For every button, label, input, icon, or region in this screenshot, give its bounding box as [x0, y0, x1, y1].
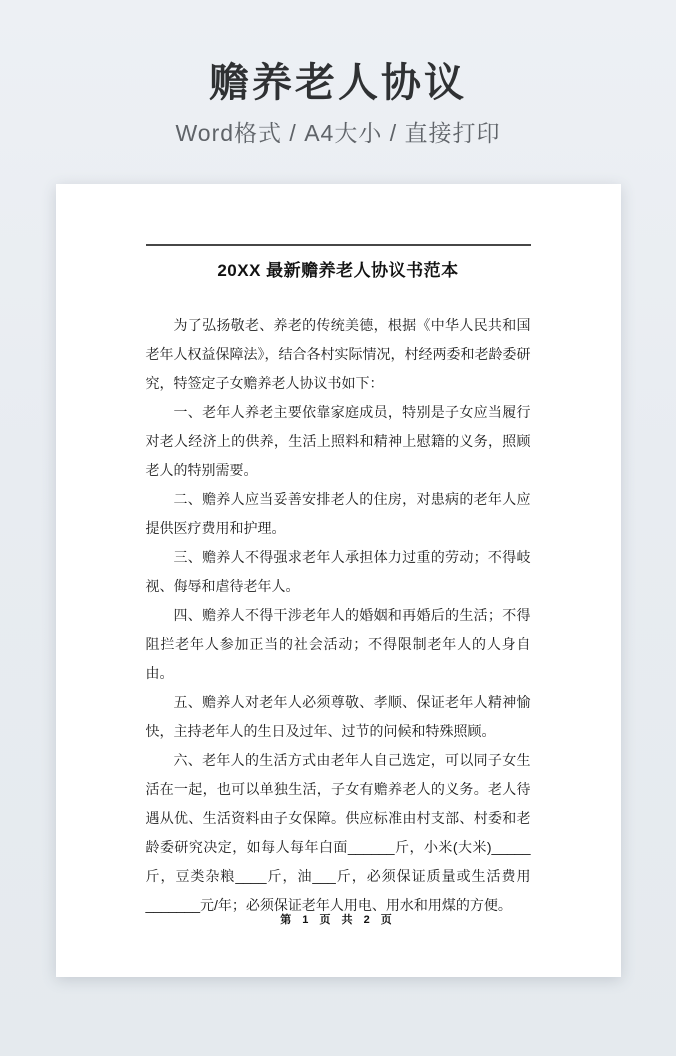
hero-header — [0, 0, 676, 148]
page-number: 第 1 页 共 2 页 — [280, 914, 396, 926]
document-title: 20XX 最新赡养老人协议书范本 — [217, 261, 459, 280]
document-paragraph: 三、赡养人不得强求老年人承担体力过重的劳动；不得岐视、侮辱和虐待老年人。 — [145, 549, 531, 594]
document-paragraph: 四、赡养人不得干涉老年人的婚姻和再婚后的生活；不得阻拦老年人参加正当的社会活动；不得限制老年人的人身自由。 — [145, 607, 531, 681]
hero-subtitle: Word格式 / A4大小 / 直接打印 — [175, 120, 501, 146]
document-paragraph: 六、老年人的生活方式由老年人自己选定，可以同子女生活在一起，也可以单独生活，子女有赡养老人的义务。老人待遇从优、生活资料由子女保障。供应标准由村支部、村委和老龄委研究决定，如每人每年白面______斤，小米(大米)_____斤，豆类杂粮____斤，油___斤，必须保证质量或生活费用_______元/年；必须保证老年人用电、用水和用煤的方便。 — [145, 752, 531, 913]
document-body — [146, 311, 531, 920]
hero-title: 赡养老人协议 — [209, 61, 467, 105]
document-paragraph: 五、赡养人对老年人必须尊敬、孝顺、保证老年人精神愉快，主持老年人的生日及过年、过节的问候和特殊照顾。 — [145, 694, 531, 739]
document-paragraph: 一、老年人养老主要依靠家庭成员，特别是子女应当履行对老人经济上的供养，生活上照料和精神上慰籍的义务，照顾老人的特别需要。 — [145, 404, 531, 478]
header-rule — [146, 244, 531, 246]
document-page — [56, 184, 621, 977]
document-paragraph: 为了弘扬敬老、养老的传统美德，根据《中华人民共和国老年人权益保障法》，结合各村实际情况，村经两委和老龄委研究，特签定子女赡养老人协议书如下： — [145, 317, 531, 391]
document-paragraph: 二、赡养人应当妥善安排老人的住房，对患病的老年人应提供医疗费用和护理。 — [145, 491, 531, 536]
